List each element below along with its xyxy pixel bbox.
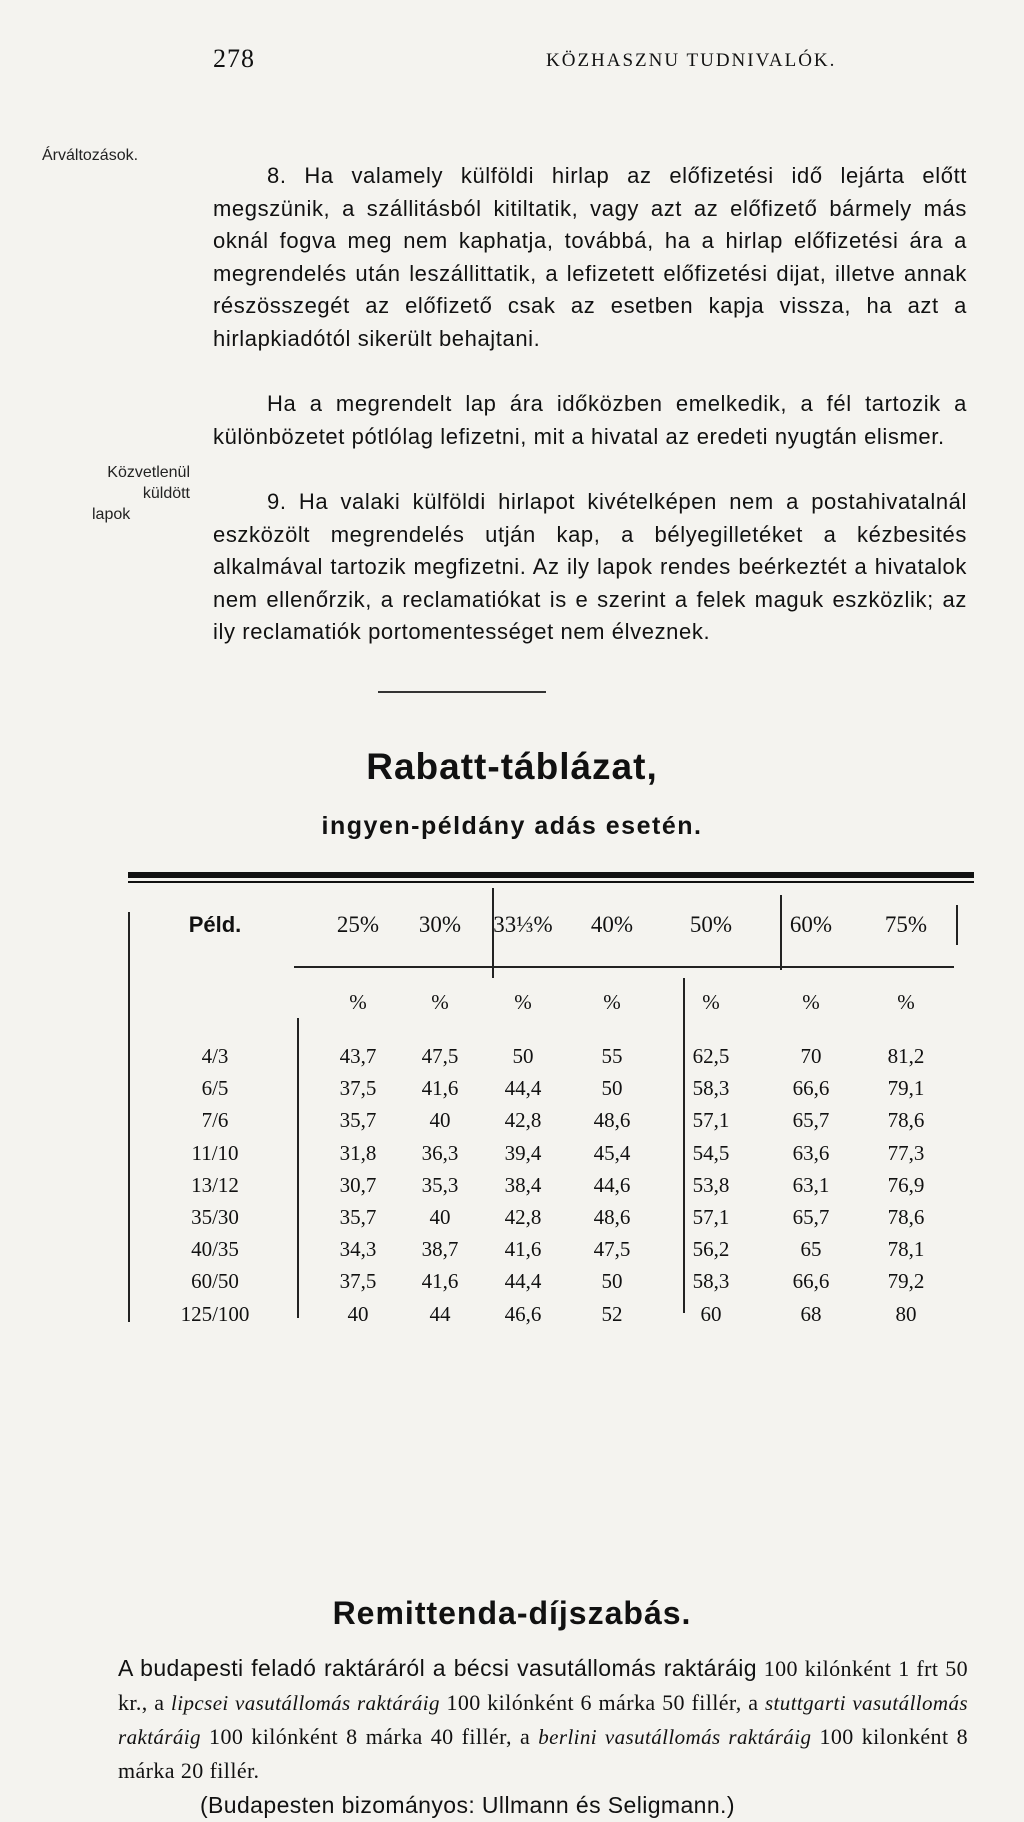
table-cell: 34,3: [339, 1237, 377, 1262]
table-cell: 38,4: [504, 1172, 542, 1197]
table-cell: 41,6: [421, 1076, 459, 1101]
remittenda-text-1: 100 kilónként 1 frt 50 kr., a: [118, 1656, 968, 1715]
remittenda-berlin: berlini vasutállomás raktáráig: [538, 1725, 812, 1749]
table-cell: 31,8: [339, 1140, 377, 1165]
table-cell: 44,4: [504, 1076, 542, 1101]
row-label: 4/3: [201, 1044, 229, 1068]
remittenda-leipzig: lipcsei vasutállomás raktáráig: [171, 1691, 440, 1715]
table-cell: 44,4: [504, 1269, 542, 1294]
table-cell: 42,8: [504, 1108, 542, 1133]
table-cell: 65,7: [792, 1205, 830, 1229]
column-unit-percent: %: [897, 990, 915, 1014]
table-column-rule: [128, 912, 130, 1322]
table-cell: 53,8: [692, 1172, 730, 1197]
margin-note-line: küldött: [142, 485, 190, 502]
table-cell: 56,2: [692, 1237, 730, 1262]
row-label: 125/100: [180, 1301, 250, 1326]
table-cell: 63,6: [792, 1140, 830, 1165]
paragraph-9: 9. Ha valaki külföldi hirlapot kivételképen nem a postahivatalnál eszközölt megrendelés utján kap, a bélyegilletéket a kézbesités alkalmával tartozik megfizetni. Az ily lapok rendes beérkeztét a hivatalok nem ellenőrzik, a reclamatiókat is e szerint a felek maguk eszközlik; az ily reclamatiók portomentességet nem élveznek.: [213, 489, 967, 645]
margin-note-direct-papers: [58, 462, 190, 525]
column-header-rate: 50%: [689, 912, 733, 937]
table-cell: 47,5: [421, 1044, 459, 1068]
table-cell: 30,7: [339, 1172, 377, 1197]
table-cell: 41,6: [421, 1269, 459, 1294]
table-top-rule-thin: [128, 881, 974, 883]
table-cell: 81,2: [887, 1044, 925, 1068]
remittenda-text-2: 100 kilónként 6 márka 50 fillér, a: [439, 1690, 765, 1715]
table-cell: 57,1: [692, 1205, 730, 1229]
table-cell: 40: [429, 1108, 451, 1133]
paragraph-8: 8. Ha valamely külföldi hirlap az előfizetési idő lejárta előtt megszünik, a szállitásból kitiltatik, vagy azt az előfizető bármely más oknál fogva meg nem kaphatja, továbbá, ha a hirlap előfizetési ára a megrendelés után leszállittatik, a lefizetett előfizetési dijat, illetve annak részösszegét az előfizető csak az esetben kapja vissza, ha azt a hirlapkiadótól sikerült behajtani.: [213, 163, 967, 351]
table-cell: 35,3: [421, 1172, 459, 1197]
table-cell: 40: [347, 1301, 369, 1326]
column-header-copies: Péld.: [188, 912, 242, 937]
table-cell: 60: [700, 1301, 722, 1326]
column-header-rate: 30%: [418, 912, 462, 937]
table-cell: 42,8: [504, 1205, 542, 1229]
remittenda-lead: A budapesti feladó raktáráról a bécsi vasutállomás raktáráig: [118, 1655, 757, 1681]
table-cell: 62,5: [692, 1044, 730, 1068]
table-cell: 47,5: [593, 1237, 631, 1262]
column-header-rate: 25%: [336, 912, 380, 937]
row-label: 40/35: [191, 1237, 239, 1262]
section-divider: [378, 691, 546, 693]
table-cell: 35,7: [339, 1108, 377, 1133]
table-cell: 50: [601, 1076, 623, 1101]
row-label: 11/10: [191, 1140, 239, 1165]
table-cell: 79,2: [887, 1269, 925, 1294]
table-cell: 68: [800, 1301, 822, 1326]
table-subtitle: ingyen-példány adás esetén.: [321, 812, 703, 840]
table-cell: 40: [429, 1205, 451, 1229]
remittenda-text-3: 100 kilónként 8 márka 40 fillér, a: [200, 1724, 539, 1749]
table-cell: 37,5: [339, 1269, 377, 1294]
table-cell: 45,4: [593, 1140, 631, 1165]
paragraph-price-increase: Ha a megrendelt lap ára időközben emelkedik, a fél tartozik a különbözetet pótlólag lefizetni, mit a hivatal az eredeti nyugtán elismer.: [213, 391, 967, 449]
table-title: Rabatt-táblázat,: [366, 746, 658, 787]
table-cell: 48,6: [593, 1205, 631, 1229]
column-header-rate: 33⅓%: [493, 912, 553, 937]
column-unit-percent: %: [514, 990, 532, 1014]
table-top-rule: [128, 872, 974, 878]
table-cell: 63,1: [792, 1172, 830, 1197]
column-header-rate: 40%: [590, 912, 634, 937]
table-cell: 76,9: [887, 1172, 925, 1197]
column-unit-percent: %: [349, 990, 367, 1014]
table-cell: 38,7: [421, 1237, 459, 1262]
margin-note-line: lapok: [92, 506, 131, 523]
row-label: 7/6: [201, 1108, 229, 1133]
remittenda-title: Remittenda-díjszabás.: [332, 1595, 692, 1631]
table-cell: 55: [601, 1044, 623, 1068]
row-label: 35/30: [191, 1205, 239, 1229]
page-header: [0, 44, 1024, 84]
table-cell: 44: [429, 1301, 451, 1326]
column-unit-percent: %: [802, 990, 820, 1014]
table-cell: 78,6: [887, 1108, 925, 1133]
table-cell: 44,6: [593, 1172, 631, 1197]
table-cell: 66,6: [792, 1076, 830, 1101]
table-cell: 52: [601, 1301, 623, 1326]
table-cell: 65,7: [792, 1108, 830, 1133]
table-cell: 43,7: [339, 1044, 377, 1068]
row-label: 60/50: [191, 1269, 239, 1294]
table-cell: 77,3: [887, 1140, 925, 1165]
table-cell: 78,1: [887, 1237, 925, 1262]
running-title: KÖZHASZNU TUDNIVALÓK.: [546, 50, 837, 71]
table-cell: 50: [512, 1044, 534, 1068]
table-cell: 66,6: [792, 1269, 830, 1294]
table-cell: 48,6: [593, 1108, 631, 1133]
table-cell: 35,7: [339, 1205, 377, 1229]
table-cell: 54,5: [692, 1140, 730, 1165]
margin-note-price-changes: Árváltozások.: [42, 147, 139, 164]
remittenda-text: [118, 1651, 968, 1822]
table-cell: 41,6: [504, 1237, 542, 1262]
table-cell: 57,1: [692, 1108, 730, 1133]
table-cell: 39,4: [504, 1140, 542, 1165]
column-unit-percent: %: [603, 990, 621, 1014]
remittenda-closing: (Budapesten bizományos: Ullmann és Seligmann.): [200, 1792, 735, 1818]
page-number: 278: [213, 44, 255, 73]
margin-note-line: Közvetlenül: [107, 464, 190, 481]
remittenda-stuttgart: stuttgarti vasutállomás raktáráig: [118, 1691, 968, 1749]
remittenda-text-4: 100 kilonként 8 márka 20 fillér.: [118, 1724, 968, 1783]
table-cell: 78,6: [887, 1205, 925, 1229]
table-cell: 58,3: [692, 1076, 730, 1101]
table-cell: 79,1: [887, 1076, 925, 1101]
table-cell: 58,3: [692, 1269, 730, 1294]
table-cell: 70: [800, 1044, 822, 1068]
column-header-rate: 75%: [884, 912, 928, 937]
table-cell: 37,5: [339, 1076, 377, 1101]
column-unit-percent: %: [702, 990, 720, 1014]
table-header-rule: [294, 966, 954, 968]
table-cell: 36,3: [421, 1140, 459, 1165]
table-cell: 46,6: [504, 1301, 542, 1326]
column-unit-percent: %: [431, 990, 449, 1014]
table-cell: 50: [601, 1269, 623, 1294]
table-column-rule: [297, 1018, 299, 1318]
table-column-rule: [956, 905, 958, 945]
table-cell: 65: [800, 1237, 822, 1262]
table-cell: 80: [895, 1301, 917, 1326]
column-header-rate: 60%: [789, 912, 833, 937]
row-label: 13/12: [191, 1172, 239, 1197]
row-label: 6/5: [201, 1076, 229, 1101]
